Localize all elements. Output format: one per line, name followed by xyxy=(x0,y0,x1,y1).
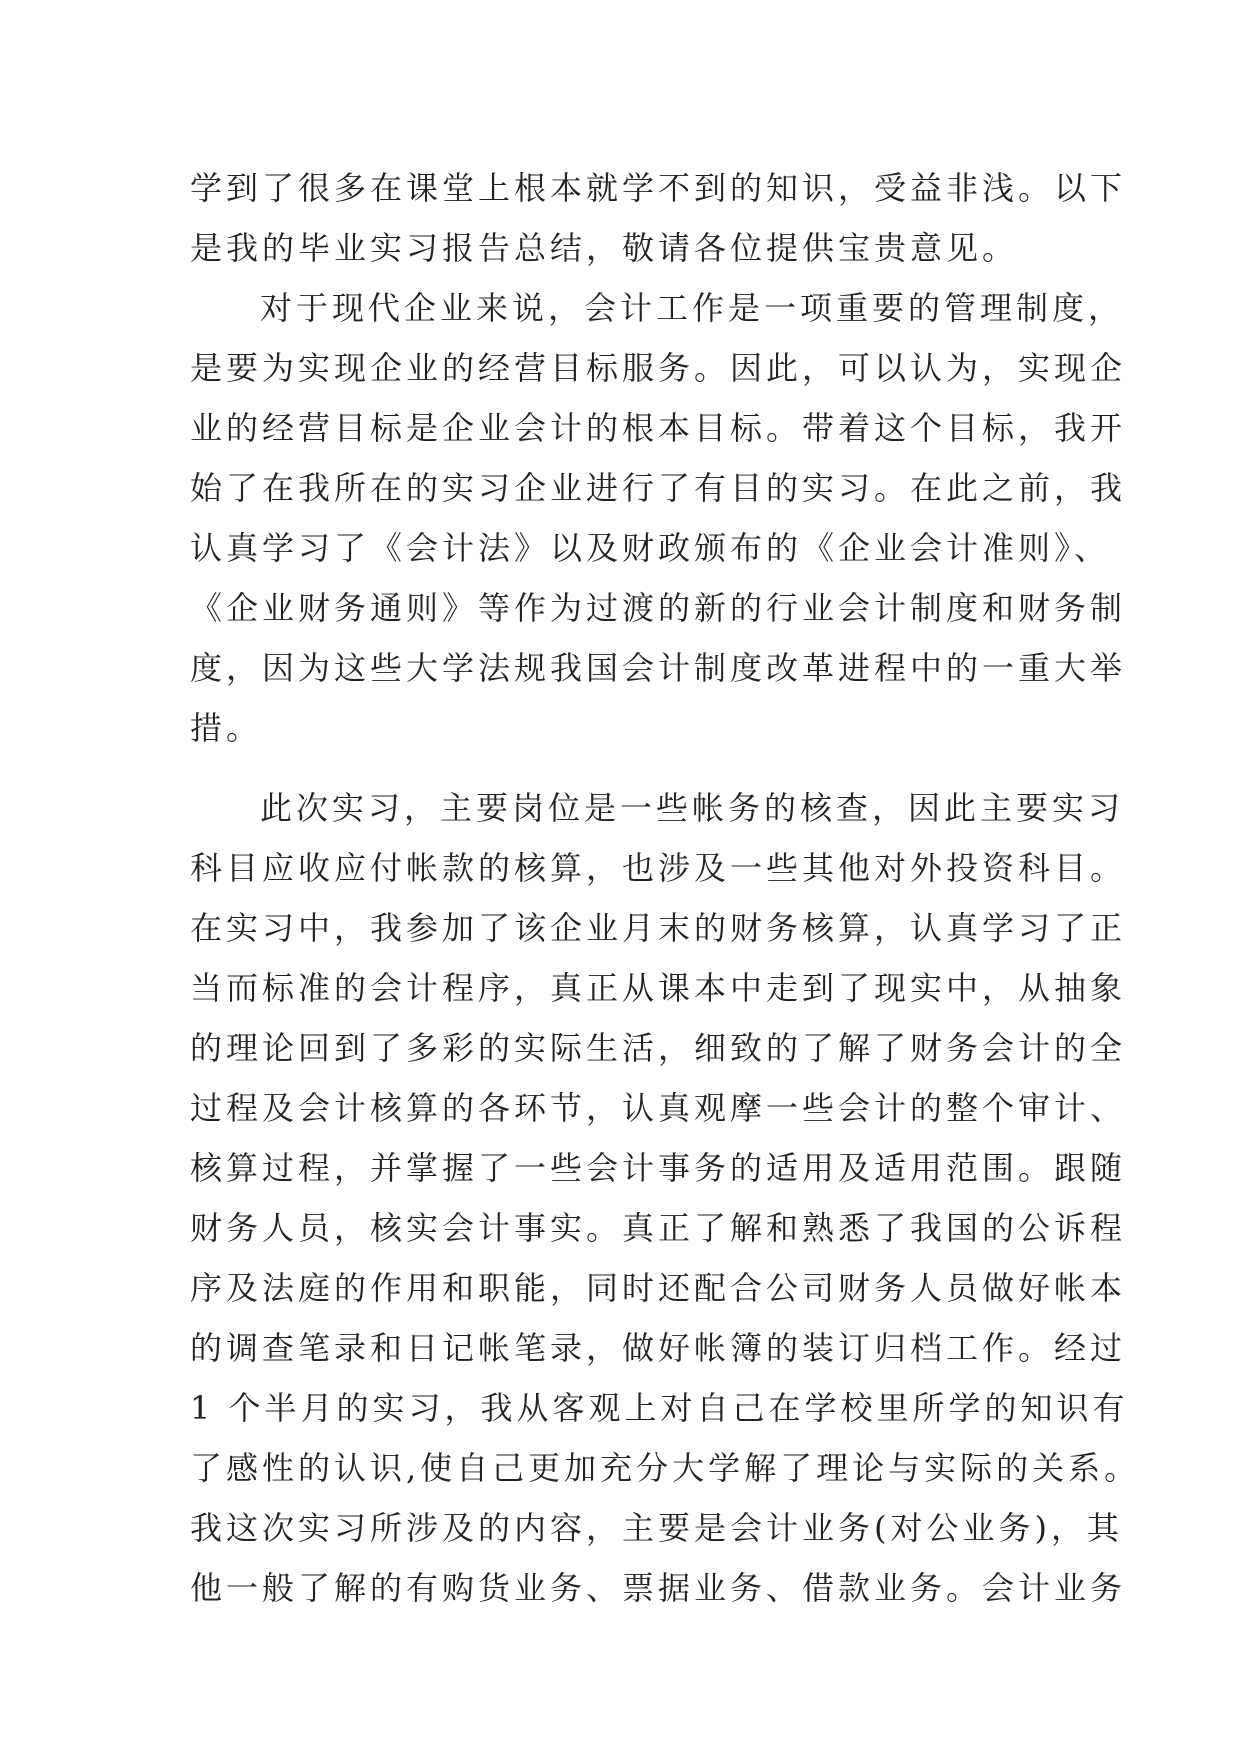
text-line: 学到了很多在课堂上根本就学不到的知识，受益非浅。以下 xyxy=(190,169,1127,207)
text-line: 1 个半月的实习，我从客观上对自己在学校里所学的知识有 xyxy=(190,1389,1129,1427)
text-line: 是我的毕业实习报告总结，敬请各位提供宝贵意见。 xyxy=(190,229,1019,267)
text-line: 的理论回到了多彩的实际生活，细致的了解了财务会计的全 xyxy=(190,1029,1127,1067)
text-line: 对于现代企业来说，会计工作是一项重要的管理制度， xyxy=(260,289,1125,327)
text-line: 始了在我所在的实习企业进行了有目的实习。在此之前，我 xyxy=(190,469,1127,507)
text-line: 科目应收应付帐款的核算，也涉及一些其他对外投资科目。 xyxy=(190,849,1127,887)
text-line: 他一般了解的有购货业务、票据业务、借款业务。会计业务 xyxy=(190,1569,1127,1607)
paragraph-3 xyxy=(190,778,1141,1618)
paragraph-1 xyxy=(190,158,1127,278)
text-line: 认真学习了《会计法》以及财政颁布的《企业会计准则》、 xyxy=(190,529,1111,567)
text-line: 是要为实现企业的经营目标服务。因此，可以认为，实现企 xyxy=(190,349,1127,387)
paragraph-gap xyxy=(190,758,1060,778)
text-line: 的调查笔录和日记帐笔录，做好帐簿的装订归档工作。经过 xyxy=(190,1329,1127,1367)
text-line: 度，因为这些大学法规我国会计制度改革进程中的一重大举 xyxy=(190,649,1127,687)
text-line: 《企业财务通则》等作为过渡的新的行业会计制度和财务制 xyxy=(190,589,1127,627)
text-line: 我这次实习所涉及的内容，主要是会计业务(对公业务)，其 xyxy=(190,1509,1123,1547)
text-line: 此次实习，主要岗位是一些帐务的核查，因此主要实习 xyxy=(260,789,1125,827)
text-line: 了感性的认识,使自己更加充分大学解了理论与实际的关系。 xyxy=(190,1449,1141,1487)
paragraph-2 xyxy=(190,278,1127,758)
text-line: 序及法庭的作用和职能，同时还配合公司财务人员做好帐本 xyxy=(190,1269,1127,1307)
text-line: 当而标准的会计程序，真正从课本中走到了现实中，从抽象 xyxy=(190,969,1127,1007)
document-body xyxy=(190,158,1141,1618)
text-line: 过程及会计核算的各环节，认真观摩一些会计的整个审计、 xyxy=(190,1089,1127,1127)
text-line: 措。 xyxy=(190,709,263,747)
text-line: 业的经营目标是企业会计的根本目标。带着这个目标，我开 xyxy=(190,409,1127,447)
text-line: 核算过程，并掌握了一些会计事务的适用及适用范围。跟随 xyxy=(190,1149,1127,1187)
text-line: 财务人员，核实会计事实。真正了解和熟悉了我国的公诉程 xyxy=(190,1209,1127,1247)
text-line: 在实习中，我参加了该企业月末的财务核算，认真学习了正 xyxy=(190,909,1127,947)
